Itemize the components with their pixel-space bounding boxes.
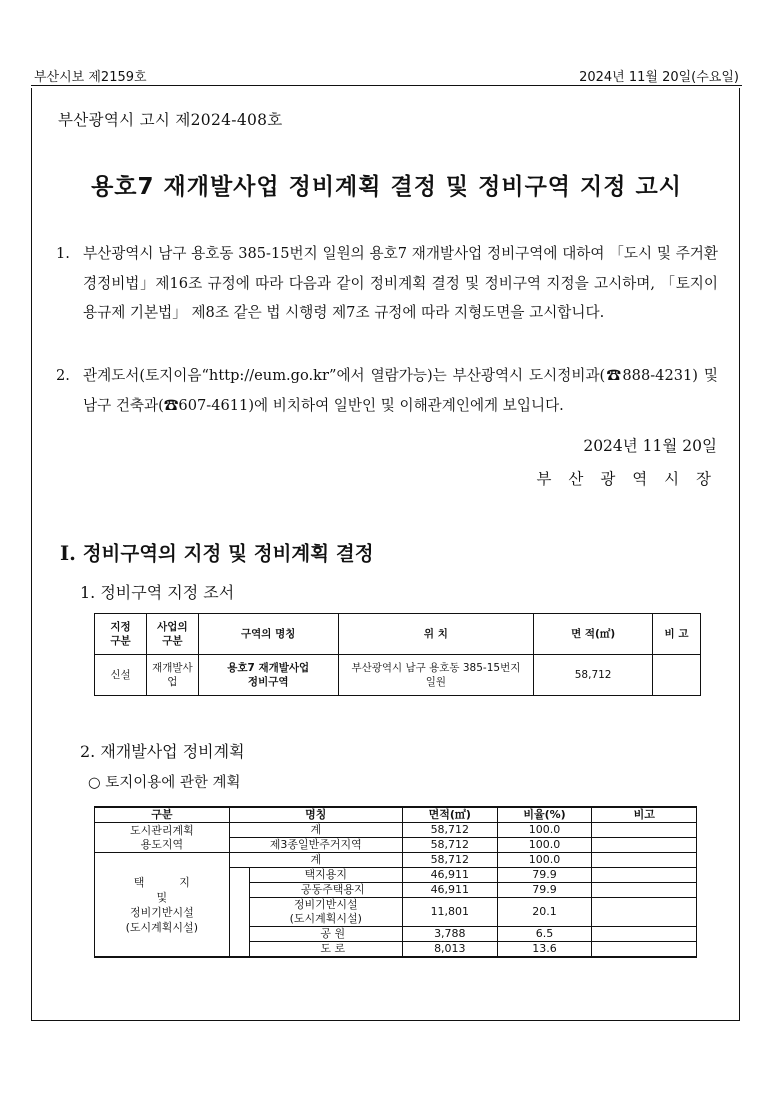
header-rule bbox=[31, 85, 742, 86]
cell-remarks bbox=[592, 838, 697, 853]
cell-name: 계 bbox=[229, 853, 402, 868]
cell-ratio: 13.6 bbox=[497, 942, 592, 958]
land-use-table bbox=[94, 806, 697, 958]
notice-date: 2024년 11월 20일 bbox=[583, 437, 717, 455]
group-label-land-infra: 택 지 및 정비기반시설 (도시계획시설) bbox=[95, 853, 230, 958]
cell-ratio: 100.0 bbox=[497, 853, 592, 868]
notice-title: 용호7 재개발사업 정비계획 결정 및 정비구역 지정 고시 bbox=[91, 174, 682, 200]
cell-ratio: 6.5 bbox=[497, 927, 592, 942]
cell-ratio: 100.0 bbox=[497, 838, 592, 853]
cell-name: 제3종일반주거지역 bbox=[229, 838, 402, 853]
cell-remarks bbox=[653, 655, 701, 696]
cell-location: 부산광역시 남구 용호동 385-15번지 일원 bbox=[338, 655, 534, 696]
header-cell: 사업의 구분 bbox=[146, 614, 198, 655]
publication-date: 2024년 11월 20일(수요일) bbox=[579, 70, 739, 85]
header-cell: 구역의 명칭 bbox=[198, 614, 338, 655]
header-cell: 지정 구분 bbox=[95, 614, 147, 655]
cell-name: 정비기반시설 (도시계획시설) bbox=[249, 898, 402, 927]
cell-name: 계 bbox=[229, 823, 402, 838]
item-1-text: 부산광역시 남구 용호동 385-15번지 일원의 용호7 재개발사업 정비구역에 대하여 「도시 및 주거환경정비법」제16조 규정에 따라 다음과 같이 정비계획 결정 및 정비구역 지정을 고시하며, 「토지이용규제 기본법」 제8조 같은 법 시행령 제7조 규정에 따라 지형도면을 고시합니다. bbox=[83, 245, 718, 321]
cell-area: 58,712 bbox=[402, 823, 497, 838]
cell-area: 46,911 bbox=[402, 868, 497, 883]
cell-name: 공동주택용지 bbox=[249, 883, 402, 898]
table-header-row bbox=[95, 807, 697, 823]
indent-spacer bbox=[229, 868, 249, 958]
cell-area: 11,801 bbox=[402, 898, 497, 927]
section-1-sub-1: 1. 정비구역 지정 조서 bbox=[80, 583, 235, 602]
header-cell: 비율(%) bbox=[497, 807, 592, 823]
cell-remarks bbox=[592, 823, 697, 838]
cell-area: 58,712 bbox=[534, 655, 653, 696]
cell-remarks bbox=[592, 868, 697, 883]
header-cell: 위 치 bbox=[338, 614, 534, 655]
table-row bbox=[95, 853, 697, 868]
cell-name: 도 로 bbox=[249, 942, 402, 958]
cell-area: 46,911 bbox=[402, 883, 497, 898]
cell-remarks bbox=[592, 883, 697, 898]
item-2-number: 2. bbox=[56, 367, 70, 384]
publication-label: 부산시보 제2159호 bbox=[34, 70, 147, 85]
table-row bbox=[95, 823, 697, 838]
header-cell: 비 고 bbox=[653, 614, 701, 655]
header-cell: 명칭 bbox=[229, 807, 402, 823]
header-cell: 면 적(㎡) bbox=[534, 614, 653, 655]
header-cell: 구분 bbox=[95, 807, 230, 823]
cell-project-type: 재개발사 업 bbox=[146, 655, 198, 696]
cell-area: 58,712 bbox=[402, 838, 497, 853]
cell-remarks bbox=[592, 853, 697, 868]
header-cell: 면적(㎡) bbox=[402, 807, 497, 823]
notice-item-1 bbox=[56, 239, 718, 328]
cell-name: 공 원 bbox=[249, 927, 402, 942]
notice-item-2 bbox=[56, 361, 718, 420]
cell-ratio: 79.9 bbox=[497, 868, 592, 883]
table-row bbox=[95, 655, 701, 696]
item-1-number: 1. bbox=[56, 245, 70, 262]
group-label-zoning: 도시관리계획 용도지역 bbox=[95, 823, 230, 853]
cell-area: 58,712 bbox=[402, 853, 497, 868]
cell-remarks bbox=[592, 898, 697, 927]
header-cell: 비고 bbox=[592, 807, 697, 823]
cell-ratio: 79.9 bbox=[497, 883, 592, 898]
cell-ratio: 20.1 bbox=[497, 898, 592, 927]
cell-zone-name: 용호7 재개발사업 정비구역 bbox=[198, 655, 338, 696]
notice-number: 부산광역시 고시 제2024-408호 bbox=[58, 111, 283, 129]
cell-area: 8,013 bbox=[402, 942, 497, 958]
cell-designation: 신설 bbox=[95, 655, 147, 696]
item-2-text: 관계도서(토지이음“http://eum.go.kr”에서 열람가능)는 부산광역시 도시정비과(☎888-4231) 및 남구 건축과(☎607-4611)에 비치하여 일반인 및 이해관계인에게 보입니다. bbox=[83, 367, 718, 414]
cell-ratio: 100.0 bbox=[497, 823, 592, 838]
table-header-row bbox=[95, 614, 701, 655]
cell-name: 택지용지 bbox=[249, 868, 402, 883]
cell-area: 3,788 bbox=[402, 927, 497, 942]
notice-issuer: 부 산 광 역 시 장 bbox=[536, 470, 717, 488]
cell-remarks bbox=[592, 942, 697, 958]
section-1-title: Ⅰ. 정비구역의 지정 및 정비계획 결정 bbox=[60, 542, 374, 565]
land-use-plan-heading: ○ 토지이용에 관한 계획 bbox=[88, 775, 241, 791]
zone-designation-table bbox=[94, 613, 701, 696]
cell-remarks bbox=[592, 927, 697, 942]
section-1-sub-2: 2. 재개발사업 정비계획 bbox=[80, 742, 245, 761]
